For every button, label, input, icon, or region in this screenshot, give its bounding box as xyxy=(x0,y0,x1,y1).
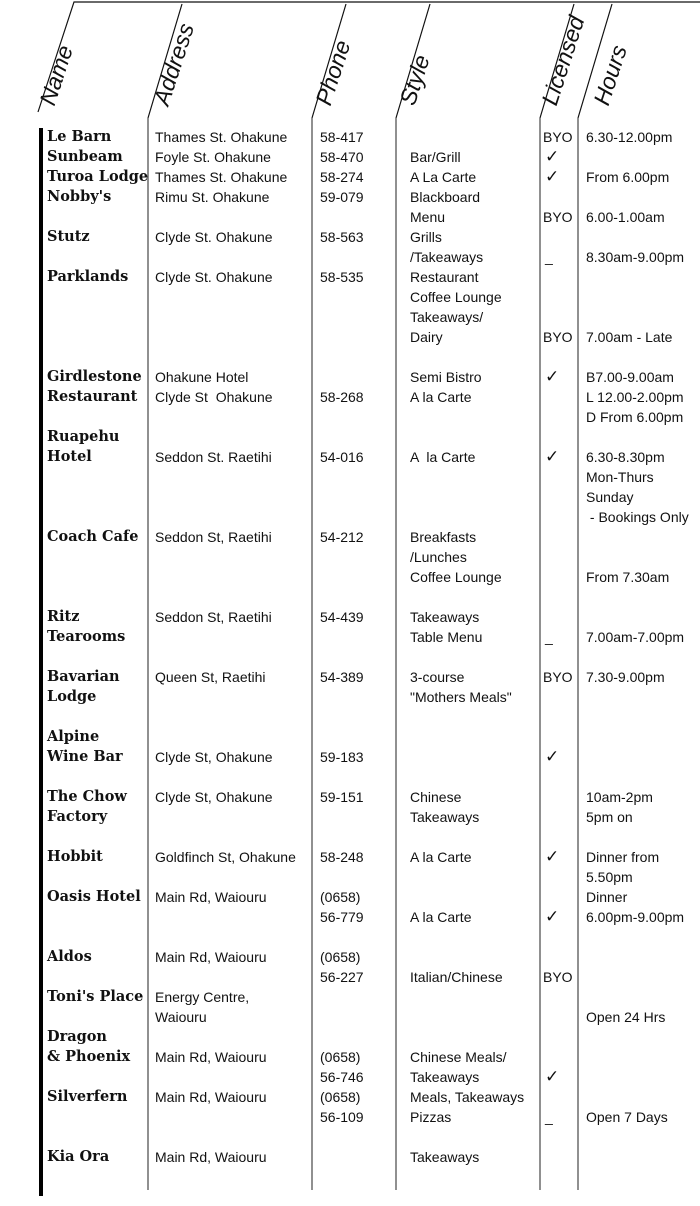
header-name: Name xyxy=(34,41,78,109)
cell-phone: 58-470 xyxy=(320,149,364,165)
cell-hours: Sunday xyxy=(586,489,634,505)
cell-style: Table Menu xyxy=(410,629,483,645)
cell-phone: 58-248 xyxy=(320,849,364,865)
cell-name: Bavarian xyxy=(47,668,120,685)
cell-phone: 54-439 xyxy=(320,609,364,625)
cell-address: Seddon St, Raetihi xyxy=(155,609,272,625)
cell-style: Blackboard xyxy=(410,189,481,205)
cell-address: Thames St. Ohakune xyxy=(155,169,288,185)
cell-address: Ohakune Hotel xyxy=(155,369,249,385)
cell-address: Main Rd, Waiouru xyxy=(155,949,267,965)
cell-name: Turoa Lodge xyxy=(47,168,149,185)
cell-phone: 54-212 xyxy=(320,529,364,545)
cell-licensed: BYO xyxy=(543,669,573,685)
cell-style: Takeaways/ xyxy=(410,309,484,325)
cell-style: Dairy xyxy=(410,329,443,345)
cell-name: Hobbit xyxy=(47,848,103,865)
cell-hours: 5pm on xyxy=(586,809,633,825)
cell-phone: 56-746 xyxy=(320,1069,364,1085)
cell-style: Semi Bistro xyxy=(410,369,482,385)
cell-phone: 58-274 xyxy=(320,169,364,185)
cell-style: Takeaways xyxy=(410,1149,480,1165)
cell-hours: 6.30-8.30pm xyxy=(586,449,665,465)
cell-name: Dragon xyxy=(47,1028,107,1045)
cell-licensed: _ xyxy=(545,249,553,265)
cell-hours: L 12.00-2.00pm xyxy=(586,389,684,405)
cell-name: Le Barn xyxy=(47,128,112,145)
cell-style: Takeaways xyxy=(410,1069,480,1085)
cell-address: Goldfinch St, Ohakune xyxy=(155,849,296,865)
cell-style: Grills xyxy=(410,229,442,245)
cell-hours: 5.50pm xyxy=(586,869,633,885)
header-phone: Phone xyxy=(310,37,356,109)
cell-hours: 6.30-12.00pm xyxy=(586,129,673,145)
cell-hours: Dinner from xyxy=(586,849,660,865)
header-licensed: Licensed xyxy=(536,12,590,109)
cell-name: Oasis Hotel xyxy=(47,888,141,905)
cell-style: /Takeaways xyxy=(410,249,484,265)
cell-style: Chinese Meals/ xyxy=(410,1049,507,1065)
cell-licensed: ✓ xyxy=(545,1067,560,1087)
cell-style: Takeaways xyxy=(410,809,480,825)
cell-name: Sunbeam xyxy=(47,148,123,165)
cell-name: & Phoenix xyxy=(47,1048,131,1065)
cell-licensed: ✓ xyxy=(545,147,560,167)
cell-phone: 56-227 xyxy=(320,969,364,985)
cell-name: Parklands xyxy=(47,268,129,285)
cell-licensed: ✓ xyxy=(545,747,560,767)
cell-phone: 58-563 xyxy=(320,229,364,245)
cell-hours: Dinner xyxy=(586,889,628,905)
cell-hours: Mon-Thurs xyxy=(586,469,654,485)
cell-licensed: BYO xyxy=(543,209,573,225)
cell-hours: B7.00-9.00am xyxy=(586,369,674,385)
cell-style: Pizzas xyxy=(410,1109,452,1125)
cell-licensed: BYO xyxy=(543,969,573,985)
cell-style: 3-course xyxy=(410,669,465,685)
cell-address: Energy Centre, xyxy=(155,989,250,1005)
cell-style: Restaurant xyxy=(410,269,479,285)
cell-phone: 59-151 xyxy=(320,789,364,805)
cell-style: A la Carte xyxy=(410,389,472,405)
cell-phone: 58-268 xyxy=(320,389,364,405)
cell-name: Ruapehu xyxy=(47,428,120,445)
cell-style: Coffee Lounge xyxy=(410,569,502,585)
cell-name: Hotel xyxy=(47,448,92,465)
cell-phone: 58-417 xyxy=(320,129,364,145)
cell-style: A La Carte xyxy=(410,169,477,185)
cell-style: Menu xyxy=(410,209,446,225)
cell-name: Coach Cafe xyxy=(47,528,139,545)
cell-style: Coffee Lounge xyxy=(410,289,502,305)
cell-licensed: ✓ xyxy=(545,447,560,467)
cell-phone: 56-109 xyxy=(320,1109,364,1125)
cell-address: Seddon St. Raetihi xyxy=(155,449,272,465)
cell-address: Clyde St Ohakune xyxy=(155,389,273,405)
cell-licensed: ✓ xyxy=(545,367,560,387)
cell-address: Clyde St, Ohakune xyxy=(155,749,273,765)
cell-phone: (0658) xyxy=(320,1049,361,1065)
cell-phone: 58-535 xyxy=(320,269,364,285)
cell-name: Nobby's xyxy=(47,188,112,205)
cell-address: Clyde St. Ohakune xyxy=(155,229,273,245)
cell-name: Ritz xyxy=(47,608,80,625)
cell-hours: 6.00pm-9.00pm xyxy=(586,909,685,925)
cell-hours: - Bookings Only xyxy=(586,509,689,525)
cell-style: A la Carte xyxy=(410,849,472,865)
cell-address: Foyle St. Ohakune xyxy=(155,149,271,165)
cell-licensed: ✓ xyxy=(545,907,560,927)
cell-phone: 54-389 xyxy=(320,669,364,685)
cell-name: Stutz xyxy=(47,228,90,245)
cell-hours: Open 7 Days xyxy=(586,1109,668,1125)
cell-style: A la Carte xyxy=(410,909,472,925)
cell-hours: 7.30-9.00pm xyxy=(586,669,665,685)
cell-address: Queen St, Raetihi xyxy=(155,669,266,685)
cell-address: Seddon St, Raetihi xyxy=(155,529,272,545)
cell-address: Thames St. Ohakune xyxy=(155,129,288,145)
cell-name: Aldos xyxy=(47,948,92,965)
cell-style: /Lunches xyxy=(410,549,467,565)
cell-hours: 10am-2pm xyxy=(586,789,653,805)
cell-name: The Chow xyxy=(47,788,127,805)
cell-address: Rimu St. Ohakune xyxy=(155,189,270,205)
cell-phone: 54-016 xyxy=(320,449,364,465)
cell-address: Clyde St, Ohakune xyxy=(155,789,273,805)
cell-name: Restaurant xyxy=(47,388,138,405)
cell-name: Tearooms xyxy=(47,628,126,645)
cell-licensed: _ xyxy=(545,1109,553,1125)
cell-hours: Open 24 Hrs xyxy=(586,1009,666,1025)
cell-name: Lodge xyxy=(47,688,97,705)
cell-phone: (0658) xyxy=(320,949,361,965)
cell-licensed: ✓ xyxy=(545,847,560,867)
cell-name: Kia Ora xyxy=(47,1148,110,1165)
cell-address: Main Rd, Waiouru xyxy=(155,1149,267,1165)
cell-style: "Mothers Meals" xyxy=(410,689,512,705)
cell-phone: 59-183 xyxy=(320,749,364,765)
cell-style: Breakfasts xyxy=(410,529,477,545)
cell-hours: D From 6.00pm xyxy=(586,409,684,425)
cell-name: Alpine xyxy=(47,728,100,745)
cell-phone: (0658) xyxy=(320,889,361,905)
cell-address: Clyde St. Ohakune xyxy=(155,269,273,285)
cell-licensed: BYO xyxy=(543,129,573,145)
cell-licensed: _ xyxy=(545,629,553,645)
cell-name: Wine Bar xyxy=(47,748,123,765)
header-hours: Hours xyxy=(588,41,632,109)
cell-phone: (0658) xyxy=(320,1089,361,1105)
cell-style: Chinese xyxy=(410,789,462,805)
header-address: Address xyxy=(148,20,200,109)
cell-style: A la Carte xyxy=(410,449,476,465)
cell-licensed: ✓ xyxy=(545,167,560,187)
cell-style: Meals, Takeaways xyxy=(410,1089,525,1105)
cell-hours: 7.00am-7.00pm xyxy=(586,629,685,645)
cell-phone: 59-079 xyxy=(320,189,364,205)
cell-name: Toni's Place xyxy=(47,988,144,1005)
cell-address: Waiouru xyxy=(155,1009,207,1025)
cell-style: Bar/Grill xyxy=(410,149,461,165)
cell-phone: 56-779 xyxy=(320,909,364,925)
cell-address: Main Rd, Waiouru xyxy=(155,1049,267,1065)
cell-hours: From 6.00pm xyxy=(586,169,670,185)
cell-name: Girdlestone xyxy=(47,368,142,385)
cell-address: Main Rd, Waiouru xyxy=(155,1089,267,1105)
header-style: Style xyxy=(394,51,435,109)
cell-address: Main Rd, Waiouru xyxy=(155,889,267,905)
cell-hours: 7.00am - Late xyxy=(586,329,673,345)
cell-name: Factory xyxy=(47,808,108,825)
cell-licensed: BYO xyxy=(543,329,573,345)
cell-name: Silverfern xyxy=(47,1088,128,1105)
cell-style: Italian/Chinese xyxy=(410,969,503,985)
cell-hours: From 7.30am xyxy=(586,569,670,585)
cell-hours: 6.00-1.00am xyxy=(586,209,665,225)
cell-style: Takeaways xyxy=(410,609,480,625)
cell-hours: 8.30am-9.00pm xyxy=(586,249,685,265)
